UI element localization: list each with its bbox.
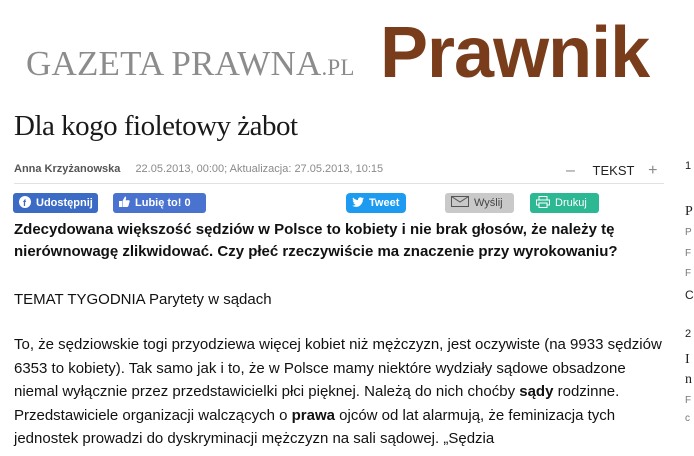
link-prawa[interactable]: prawa (291, 406, 335, 424)
author-name[interactable]: Anna Krzyżanowska (14, 163, 121, 175)
sidebar-fragment: C (685, 288, 694, 302)
site-suffix: .PL (321, 55, 355, 80)
facebook-share-button[interactable] (13, 193, 98, 213)
facebook-like-button[interactable] (113, 193, 206, 213)
sidebar-fragment[interactable]: P (685, 204, 693, 219)
print-button[interactable] (530, 193, 599, 213)
text-size-label: TEKST (592, 163, 635, 178)
site-name: GAZETA PRAWNA (26, 44, 322, 83)
right-sidebar-clipped (676, 100, 694, 456)
facebook-icon (19, 196, 31, 211)
article-lead: Zdecydowana większość sędziów w Polsce to kobiety i nie brak głosów, że należy tę nierównowagę zlikwidować. Czy płeć rzeczywiście ma znaczenie przy wyrokowaniu? (14, 221, 618, 260)
article-title: Dla kogo fioletowy żabot (14, 110, 298, 142)
thumbs-up-icon (119, 196, 130, 210)
printer-icon (536, 196, 550, 211)
body-text-part2: rodzinne. Przedstawiciele organizacji walczących o (14, 383, 620, 424)
sidebar-fragment: c (685, 413, 690, 424)
article-date: 22.05.2013, 00:00; Aktualizacja: 27.05.2013, 10:15 (135, 163, 384, 175)
text-size-control (566, 162, 657, 180)
article-body (14, 333, 674, 451)
svg-text:f: f (23, 197, 26, 208)
send-label: Wyślij (474, 197, 503, 209)
article-meta (14, 163, 383, 175)
tweet-button[interactable] (346, 193, 406, 213)
text-size-decrease-button[interactable]: – (566, 162, 575, 179)
tweet-label: Tweet (369, 197, 400, 209)
body-text-part1: To, że sędziowskie togi przyodziewa więcej kobiet niż mężczyzn, jest oczywiste (na 9933 sędziów 6353 to kobiety). Tak samo jak i to, że w Polsce mamy niektóre wydziały sądowe obsadzone niemal wyłącznie przez przedstawicielki płci pięknej. Należą do nich choćby (14, 336, 662, 400)
topic-of-week[interactable]: TEMAT TYGODNIA Parytety w sądach (14, 291, 272, 308)
section-brand[interactable]: Prawnik (380, 13, 650, 93)
sidebar-fragment: F (685, 248, 692, 259)
sidebar-fragment: 2 (685, 328, 692, 340)
body-text-part3: ojców od lat alarmują, że feminizacja tych jednostek prowadzi do dyskryminacji mężczyzn na sali sądowej. „Sędzia (14, 406, 616, 447)
envelope-icon (451, 196, 469, 210)
twitter-bird-icon (352, 196, 364, 210)
divider (14, 183, 664, 184)
sidebar-fragment: 1 (685, 160, 692, 172)
facebook-like-label: Lubię to! 0 (135, 197, 191, 209)
sidebar-fragment: F (685, 395, 692, 406)
text-size-increase-button[interactable]: + (648, 162, 658, 179)
link-sady[interactable]: sądy (519, 383, 554, 400)
site-logo[interactable] (26, 44, 355, 84)
sidebar-fragment[interactable]: n (685, 372, 692, 387)
print-label: Drukuj (555, 197, 587, 209)
sidebar-fragment: F (685, 268, 692, 279)
sidebar-fragment: P (685, 227, 692, 238)
send-email-button[interactable] (445, 193, 514, 213)
sidebar-fragment[interactable]: I (685, 352, 690, 367)
facebook-share-label: Udostępnij (36, 197, 93, 209)
